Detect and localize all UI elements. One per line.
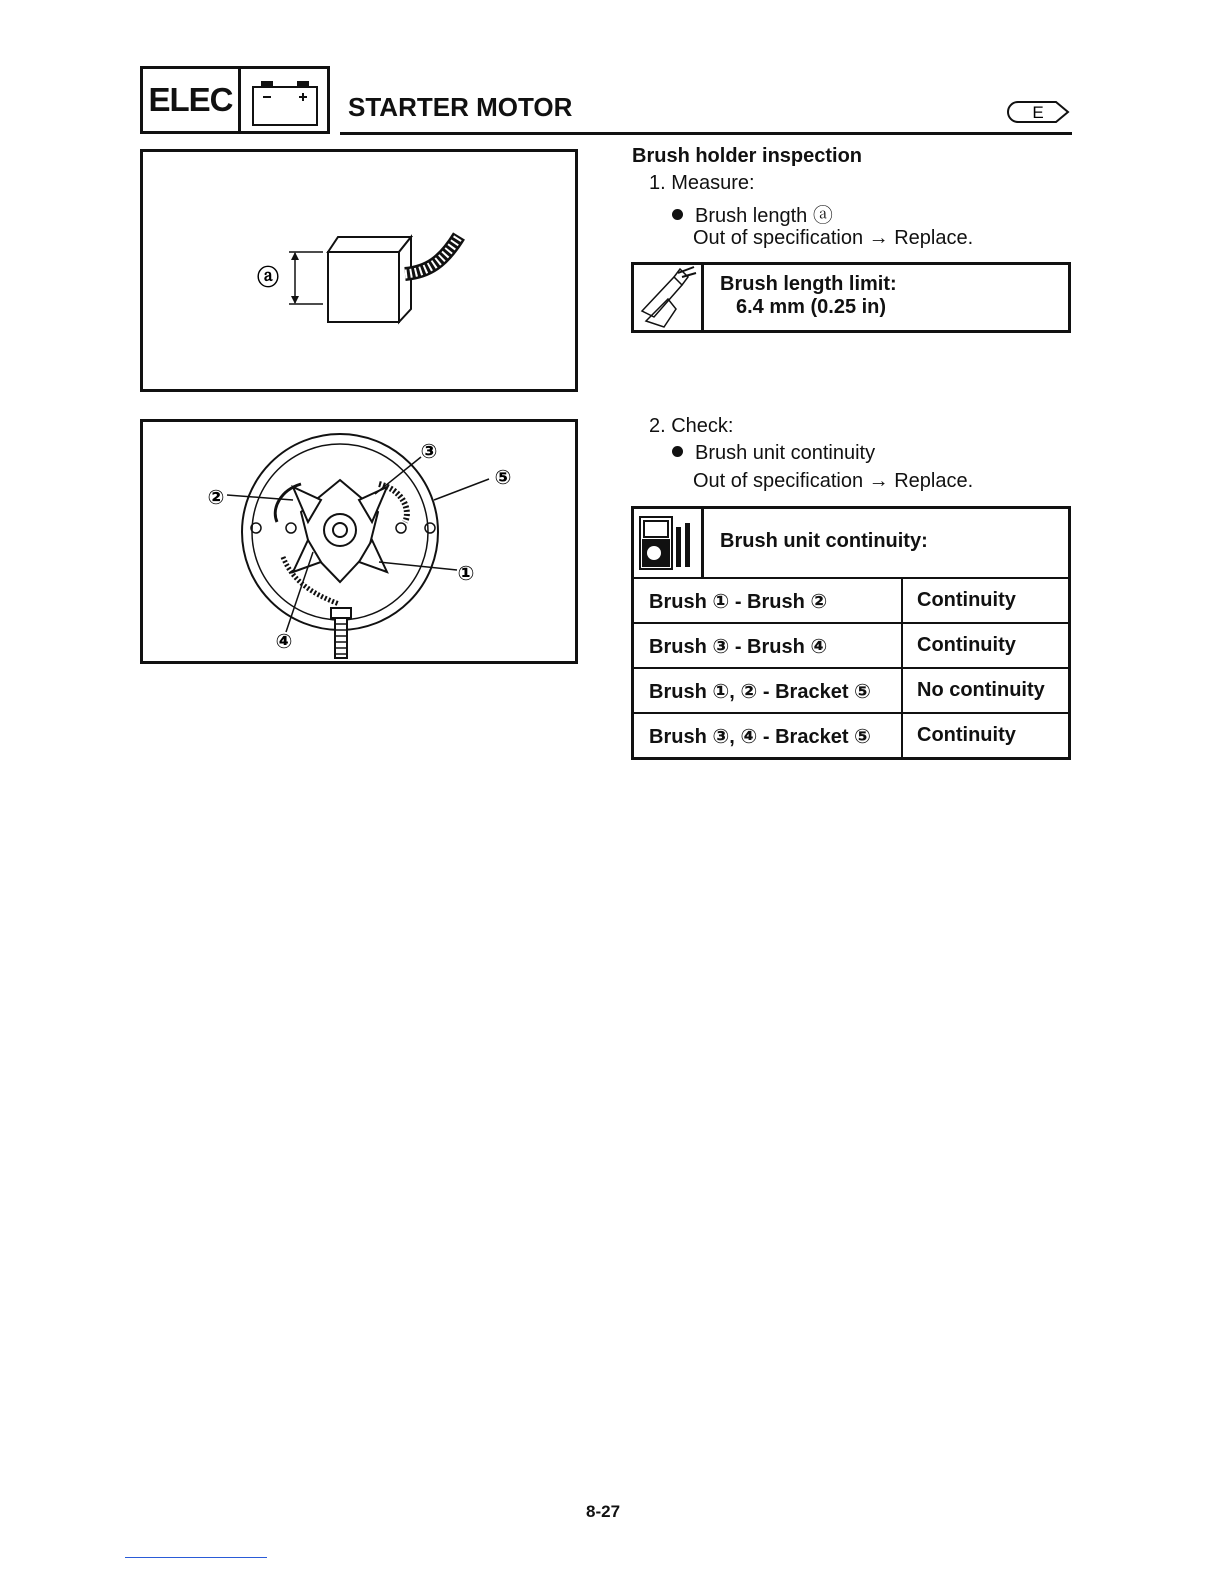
section-tab bbox=[140, 66, 330, 134]
bullet bbox=[672, 446, 683, 457]
table-row bbox=[634, 624, 1068, 669]
result-cell: Continuity bbox=[917, 634, 1016, 656]
spec-box bbox=[631, 262, 1071, 333]
footer-line bbox=[125, 1557, 267, 1558]
pair-cell: Brush ① - Brush ② bbox=[649, 591, 828, 613]
language-letter: E bbox=[1032, 103, 1044, 122]
step-1: 1. Measure: bbox=[649, 172, 755, 194]
table-row bbox=[634, 714, 1068, 759]
step-2: 2. Check: bbox=[649, 415, 734, 437]
step-2-item bbox=[672, 442, 875, 465]
table-row bbox=[634, 579, 1068, 624]
header-rule bbox=[340, 132, 1072, 135]
brush-illustration bbox=[143, 152, 575, 389]
section-heading: Brush holder inspection bbox=[632, 145, 863, 167]
label-a: ⓐ bbox=[256, 266, 280, 291]
callout-1: ① bbox=[457, 561, 475, 585]
brush-holder-illustration bbox=[143, 422, 575, 661]
continuity-table bbox=[631, 506, 1071, 760]
pair-cell: Brush ①, ② - Bracket ⑤ bbox=[649, 681, 871, 703]
step-1-item-text: Brush length ⓐ bbox=[695, 205, 833, 227]
figure-brush-holder bbox=[140, 419, 578, 664]
spec-title: Brush length limit: bbox=[720, 273, 897, 295]
pair-cell: Brush ③, ④ - Bracket ⑤ bbox=[649, 726, 871, 748]
step-1-item bbox=[672, 199, 833, 228]
callout-2: ② bbox=[207, 485, 225, 509]
result-cell: No continuity bbox=[917, 679, 1045, 701]
table-title: Brush unit continuity: bbox=[720, 530, 928, 552]
figure-brush-length bbox=[140, 149, 578, 392]
pair-cell: Brush ③ - Brush ④ bbox=[649, 636, 828, 658]
table-header bbox=[634, 509, 1068, 579]
step-1-action: Out of specification → Replace. bbox=[693, 227, 974, 249]
step-2-action: Out of specification → Replace. bbox=[693, 470, 974, 492]
language-badge bbox=[1006, 100, 1070, 124]
callout-3: ③ bbox=[420, 439, 438, 463]
result-cell: Continuity bbox=[917, 589, 1016, 611]
section-label: ELEC bbox=[143, 69, 241, 131]
page-title: STARTER MOTOR bbox=[348, 92, 573, 122]
result-cell: Continuity bbox=[917, 724, 1016, 746]
callout-4: ④ bbox=[275, 629, 293, 653]
battery-icon bbox=[247, 79, 323, 129]
spec-value: 6.4 mm (0.25 in) bbox=[736, 296, 887, 318]
callout-5: ⑤ bbox=[494, 465, 512, 489]
step-2-item-text: Brush unit continuity bbox=[695, 442, 876, 464]
page-number: 8-27 bbox=[586, 1502, 621, 1521]
caliper-icon bbox=[634, 265, 704, 330]
multimeter-icon bbox=[634, 509, 704, 577]
table-row bbox=[634, 669, 1068, 714]
bullet bbox=[672, 209, 683, 220]
